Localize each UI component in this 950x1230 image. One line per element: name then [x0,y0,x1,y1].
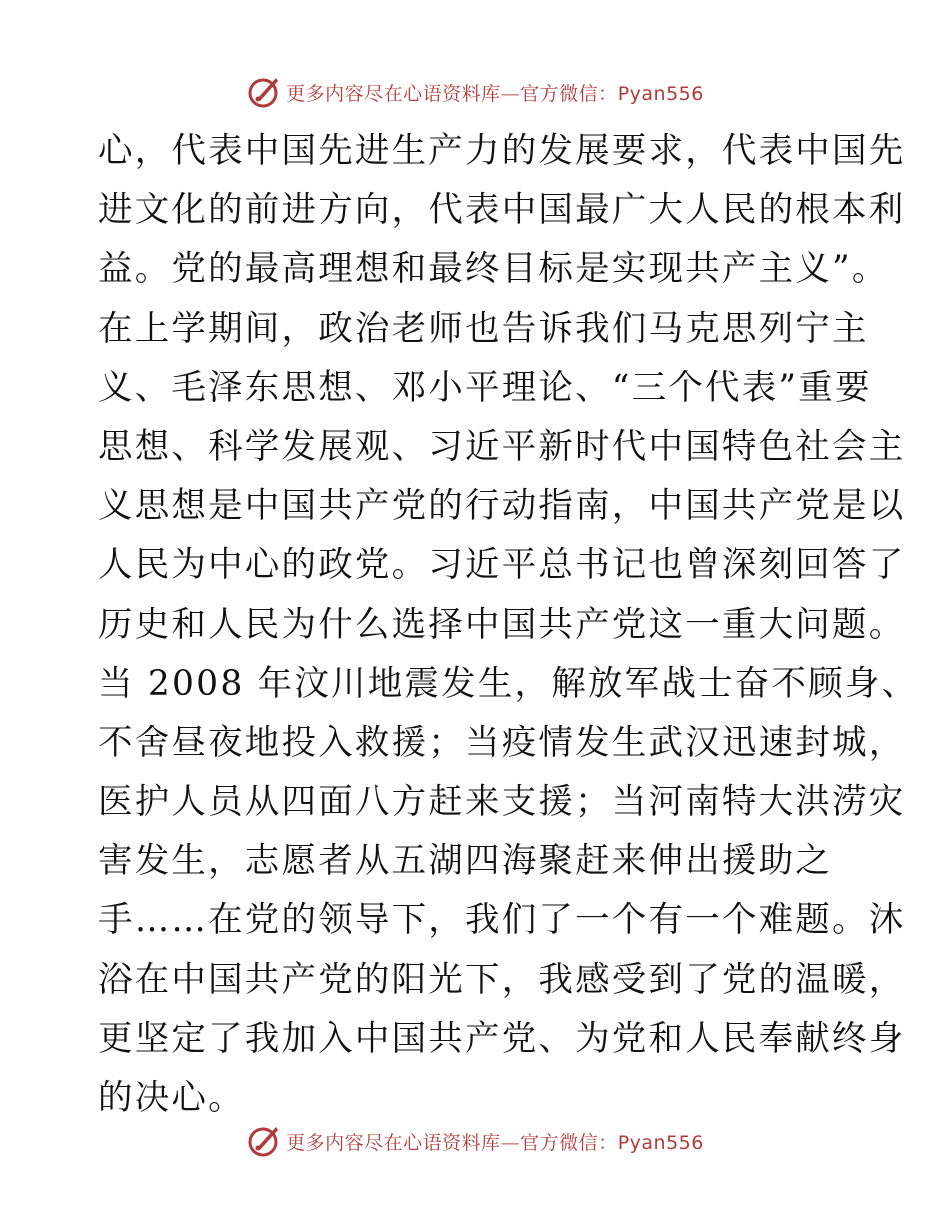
body-line: 医护人员从四面八方赶来支援；当河南特大洪涝灾 [98,782,906,823]
header-separator: — [500,82,521,105]
page-header-banner [0,72,950,112]
body-line: 进文化的前进方向，代表中国最广大人民的根本利 [98,190,906,231]
document-body [98,122,919,1128]
header-wechat-label: 官方微信： [520,82,618,105]
body-line: 害发生，志愿者从五湖四海聚赶来伸出援助之 [98,841,832,882]
body-line: 人民为中心的政党。习近平总书记也曾深刻回答了 [98,545,906,586]
body-line: 更坚定了我加入中国共产党、为党和人民奉献终身 [98,1018,906,1059]
quill-logo-icon [246,74,282,110]
body-line: 义思想是中国共产党的行动指南，中国共产党是以 [98,486,906,527]
body-line: 心，代表中国先进生产力的发展要求，代表中国先 [98,131,906,171]
footer-wechat-label: 官方微信： [520,1131,618,1154]
page-footer-banner [0,1121,950,1161]
body-line: 益。党的最高理想和最终目标是实现共产主义”。 [98,249,889,290]
body-line: 思想、科学发展观、习近平新时代中国特色社会主 [98,426,906,467]
body-line: 在上学期间，政治老师也告诉我们马克思列宁主 [98,308,869,349]
body-line: 历史和人民为什么选择中国共产党这一重大问题。 [98,604,906,645]
body-line: 的决心。 [98,1078,245,1118]
header-wechat-id: Pyan556 [617,82,704,105]
body-line: 义、毛泽东思想、邓小平理论、“三个代表”重要 [98,367,872,408]
body-line: 手……在党的领导下，我们了一个有一个难题。沐 [98,900,906,941]
header-brand-text: 更多内容尽在心语资料库 [286,82,501,105]
footer-brand-text: 更多内容尽在心语资料库 [286,1131,501,1154]
footer-wechat-id: Pyan556 [617,1131,704,1154]
footer-separator: — [500,1131,521,1154]
body-line: 浴在中国共产党的阳光下，我感受到了党的温暖， [98,959,906,1000]
quill-logo-icon [246,1123,282,1159]
body-line: 不舍昼夜地投入救援；当疫情发生武汉迅速封城， [98,722,906,763]
body-line: 当 2008 年汶川地震发生，解放军战士奋不顾身、 [98,663,919,704]
